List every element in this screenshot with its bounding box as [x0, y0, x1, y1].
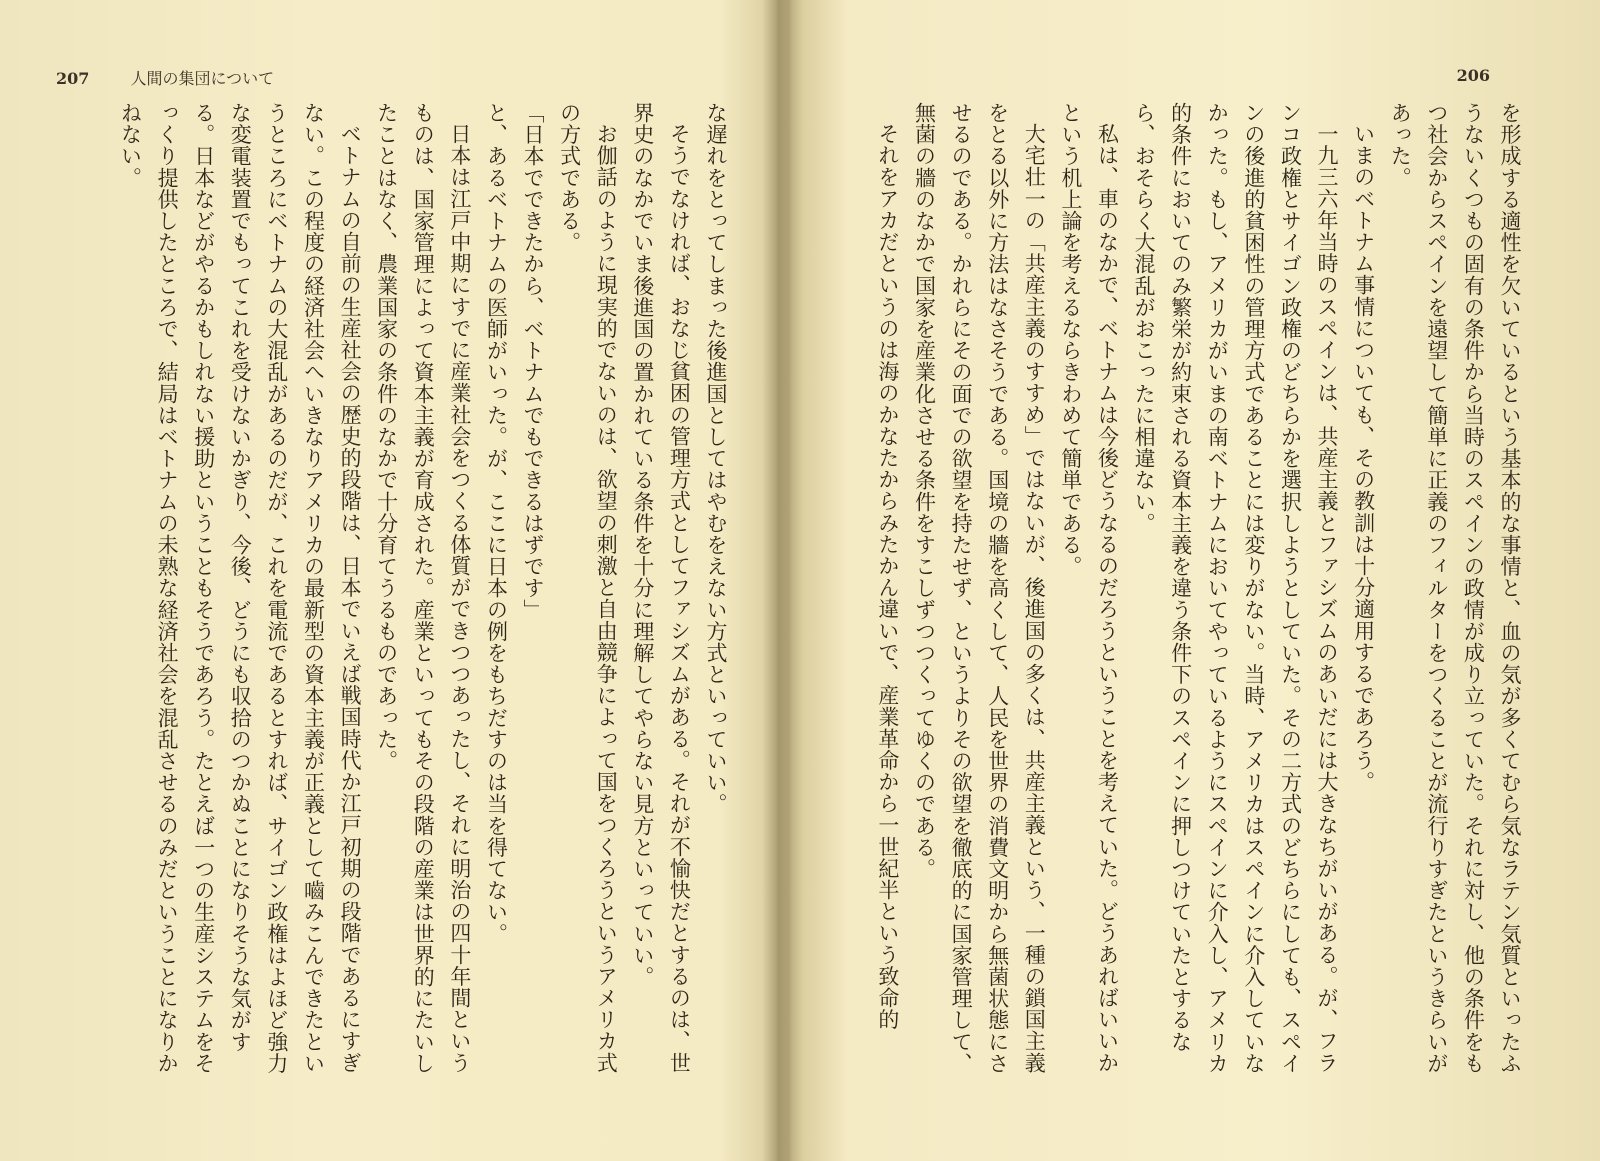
book-spine — [762, 0, 792, 1161]
paragraph: お伽話のように現実的でないのは、欲望の刺激と自由競争によって国をつくろうというアメリカ式の方式である。 — [557, 102, 619, 1074]
paragraph: 一九三六年当時のスペインは、共産主義とファシズムのあいだには大きなちがいがある。が、フランコ政権とサイゴン政権のどちらかを選択しようとしていた。その二方式のどちらにしても、スペインの後進的貧困性の管理方式であることには変りがない。当時、アメリカはスペインに介入していなかった。もし、アメリカがいまの南ベトナムにおいてやっているようにスペインに介入し、アメリカ的条件においてのみ繁栄が約束される資本主義を違う条件下のスペインに押しつけていたとするなら、おそらく大混乱がおこったに相違ない。 — [1132, 102, 1340, 1074]
right-page — [790, 0, 1600, 1161]
paragraph: 大宅壮一の「共産主義のすすめ」ではないが、後進国の多くは、共産主義という、一種の鎖国主義をとる以外に方法はなさそうである。国境の牆を高くして、人民を世界の消費文明から無菌状態にさせるのである。かれらにその面での欲望を持たせず、というよりその欲望を徹底的に国家管理して、無菌の牆のなかで国家を産業化させる条件をすこしずつつくってゆくのである。 — [912, 102, 1047, 1074]
running-title: 人間の集団について — [130, 69, 275, 88]
paragraph: を形成する適性を欠いているという基本的な事情と、血の気が多くてむら気なラテン気質といったふうないくつもの固有の条件から当時のスペインの政情が成り立っていた。それに対し、他の条件をもつ社会からスペインを遠望して簡単に正義のフィルターをつくることが流行りすぎたというきらいがあった。 — [1388, 102, 1522, 1074]
paragraph: ベトナムの自前の生産社会の歴史的段階は、日本でいえば戦国時代か江戸初期の段階であるにすぎない。この程度の経済社会へいきなりアメリカの最新型の資本主義が正義として嚙みこんできたというところにベトナムの大混乱があるのだが、これを電流であるとすれば、サイゴン政権はよほど強力な変電装置でもってこれを受けないかぎり、今後、どうにも収拾のつかぬことになりそうな気がする。日本などがやるかもしれない援助ということもそうであろう。たとえば一つの生産システムをそっくり提供したところで、結局はベトナムの未熟な経済社会を混乱させるのみだということになりかねない。 — [118, 102, 363, 1074]
page-number-right: 206 — [1456, 66, 1490, 85]
paragraph: 私は、車のなかで、ベトナムは今後どうなるのだろうということを考えていた。どうあればいいかという机上論を考えるならきわめて簡単である。 — [1058, 102, 1120, 1074]
paragraph: そうでなければ、おなじ貧困の管理方式としてファシズムがある。それが不愉快だとするのは、世界史のなかでいま後進国の置かれている条件を十分に理解してやらない見方といっていい。 — [630, 102, 692, 1074]
paragraph: な遅れをとってしまった後進国としてはやむをえない方式といっていい。 — [704, 102, 728, 815]
paragraph: 「日本でできたから、ベトナムでもできるはずです」 — [521, 102, 546, 621]
left-page-header — [56, 66, 274, 89]
page-number-left: 207 — [56, 69, 90, 88]
paragraph: と、あるベトナムの医師がいった。が、ここに日本の例をもちだすのは当を得てない。 — [484, 102, 509, 945]
paragraph: それをアカだというのは海のかなたからみたかん違いで、産業革命から一世紀半という致命的 — [875, 123, 900, 1031]
left-page — [0, 0, 770, 1161]
left-page-body — [54, 102, 734, 1082]
right-page-header — [1457, 66, 1490, 85]
paragraph: いまのベトナム事情についても、その教訓は十分適用するであろう。 — [1351, 123, 1376, 793]
right-page-body — [798, 102, 1528, 1082]
paragraph: 日本は江戸中期にすでに産業社会をつくる体質ができつつあったし、それに明治の四十年間というものは、国家管理によって資本主義が育成された。産業といってもその段階の産業は世界的にたいしたことはなく、農業国家の条件のなかで十分育てうるものであった。 — [374, 102, 472, 1074]
